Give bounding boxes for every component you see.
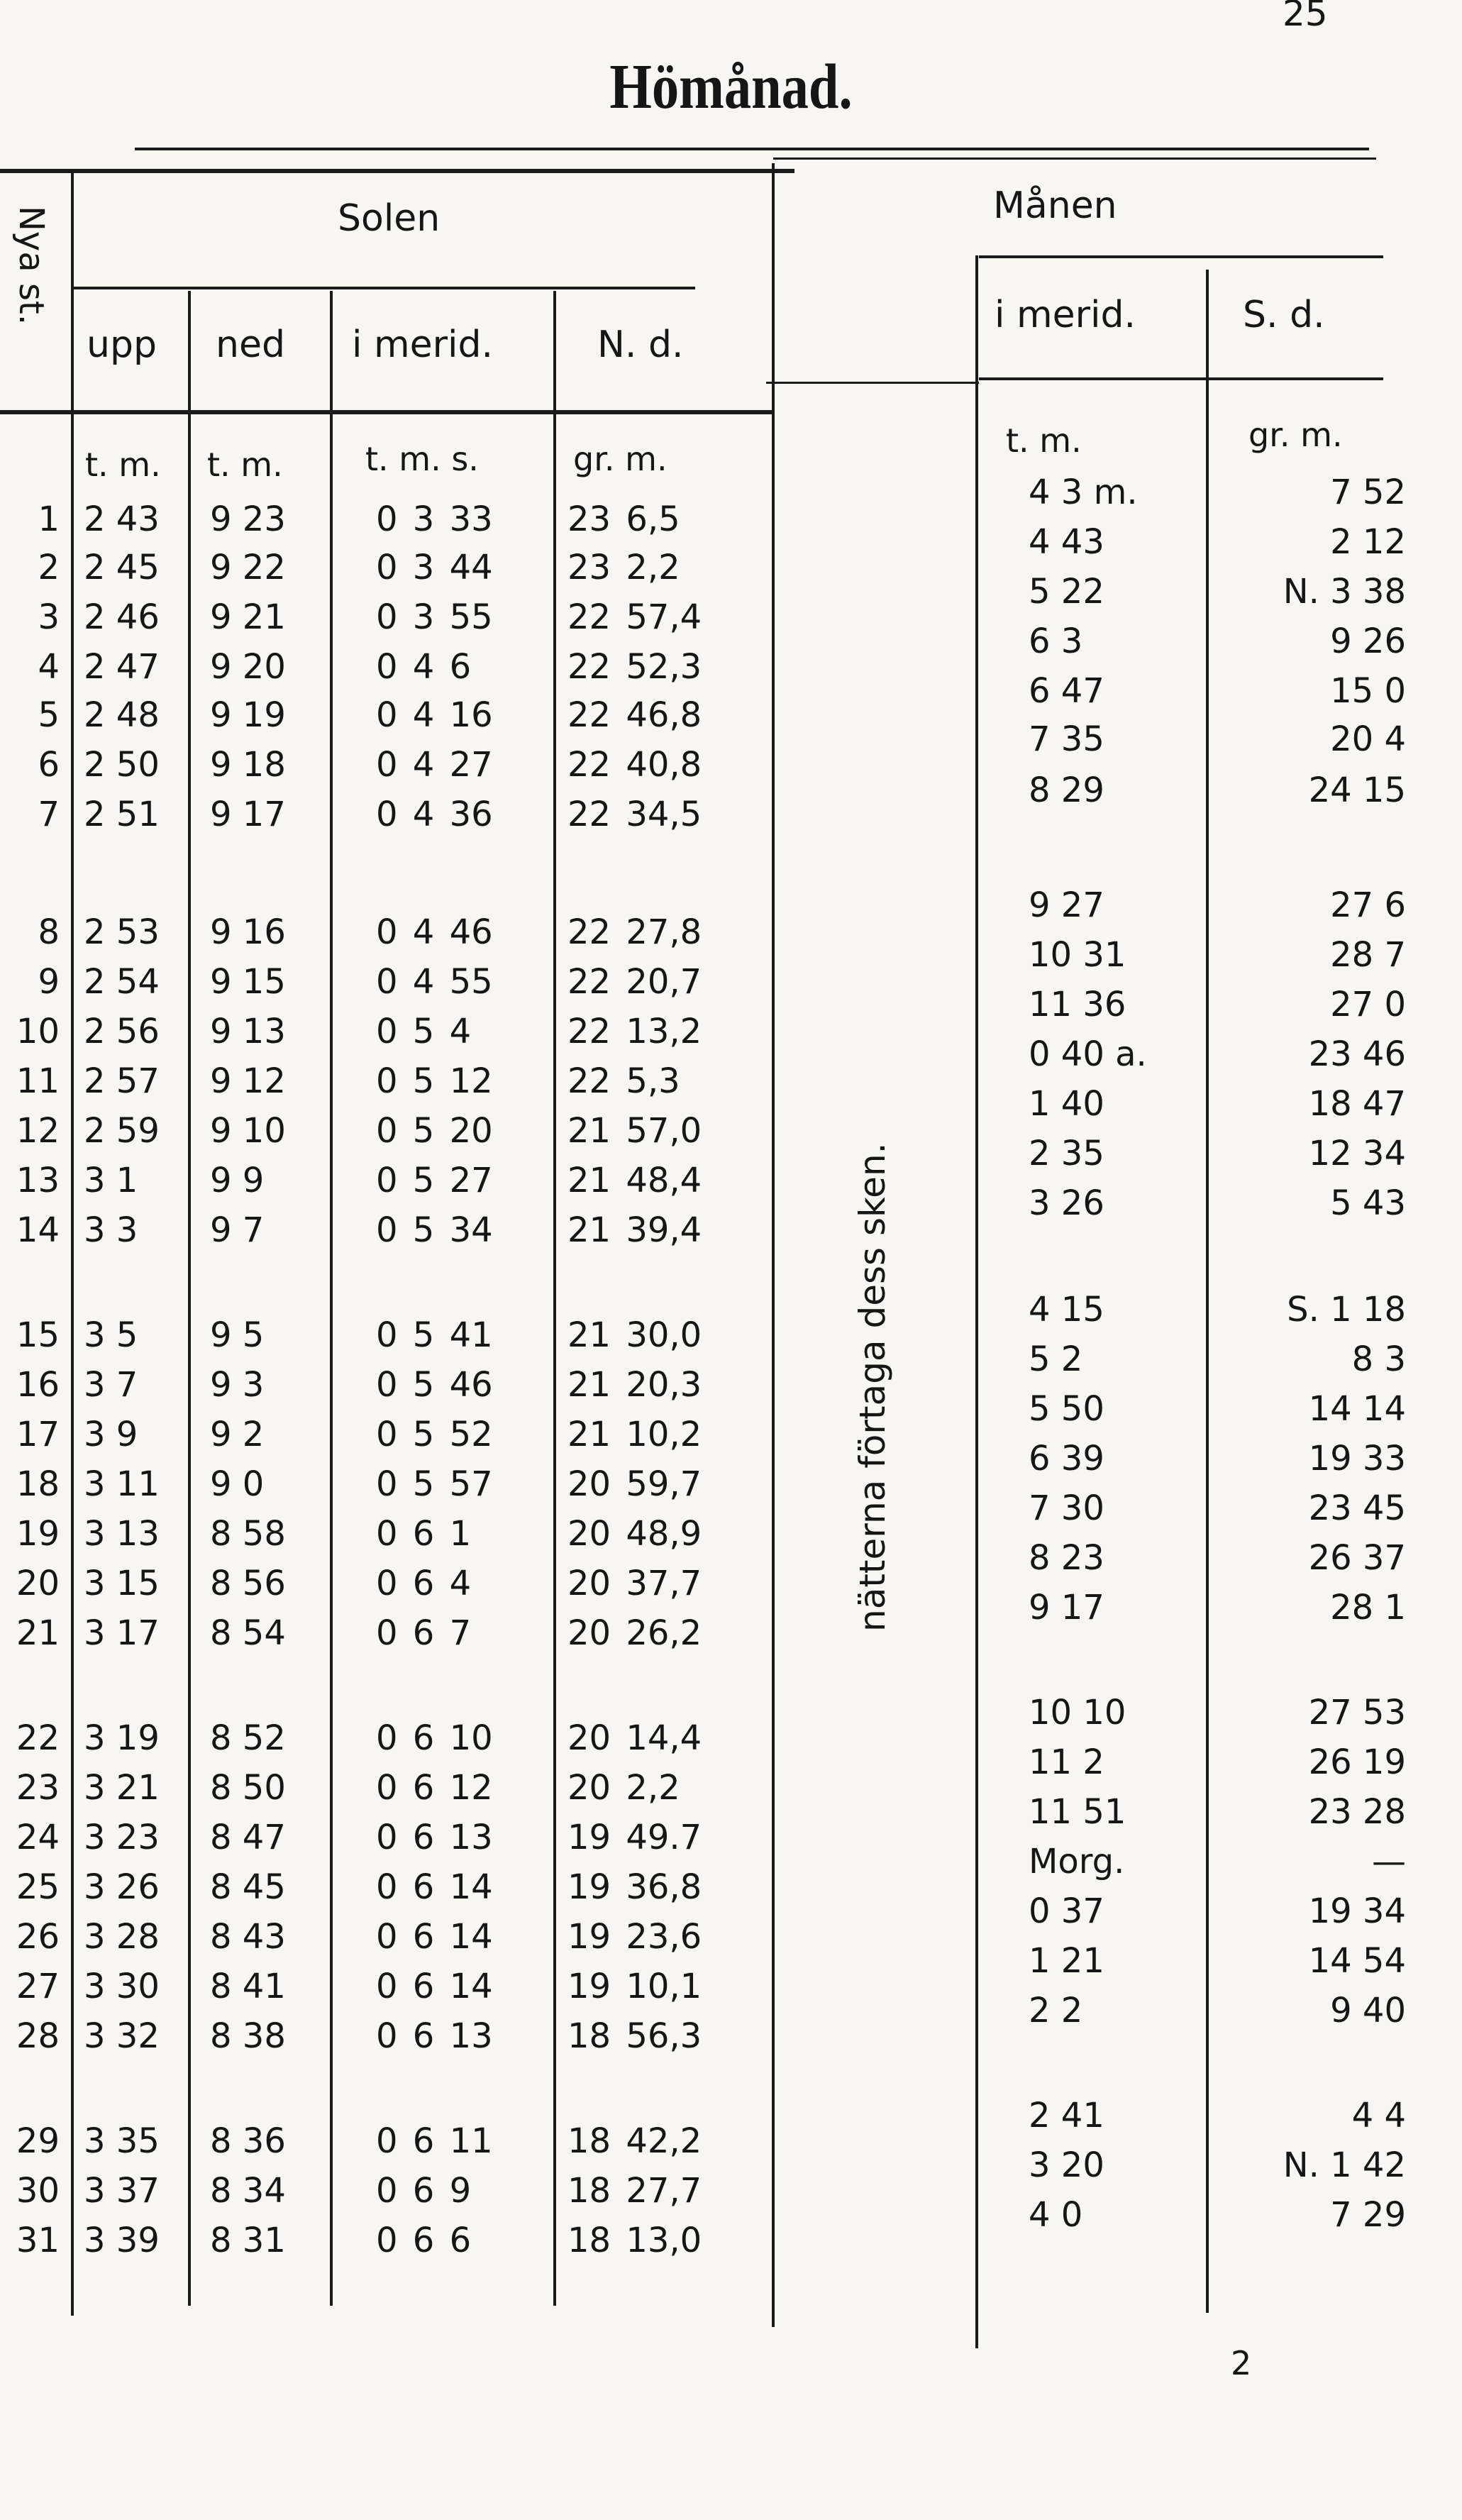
cell-d: 28 [16, 2016, 60, 2056]
cell-mm: 6 47 [1029, 671, 1104, 711]
cell-ned: 9 12 [210, 1061, 286, 1101]
cell-ned: 8 56 [210, 1564, 286, 1603]
cell-ned: 8 36 [210, 2121, 286, 2161]
cell-ned: 9 9 [210, 1161, 265, 1200]
cell-mm: 6 3 [1029, 621, 1083, 661]
ned-units: t. m. [207, 446, 283, 484]
cell-sd: 4 4 [1351, 2096, 1406, 2135]
cell-nd: 18 13,0 [567, 2221, 702, 2260]
cell-sm: 0 3 44 [376, 548, 493, 587]
cell-mm: 10 31 [1029, 935, 1126, 975]
manen-label: Månen [993, 184, 1117, 227]
cell-upp: 2 45 [84, 548, 160, 587]
cell-upp: 3 7 [84, 1365, 138, 1405]
cell-d: 27 [16, 1967, 60, 2006]
cell-mm: 4 15 [1029, 1290, 1104, 1330]
cell-sd: 23 46 [1308, 1034, 1406, 1074]
cell-sm: 0 6 6 [376, 2221, 472, 2260]
cell-nd: 20 37,7 [567, 1564, 702, 1603]
cell-upp: 3 39 [84, 2221, 160, 2260]
cell-d: 10 [16, 1012, 60, 1051]
cell-mm: 9 17 [1029, 1588, 1104, 1628]
cell-sm: 0 5 34 [376, 1210, 493, 1250]
cell-nd: 21 57,0 [567, 1111, 702, 1151]
cell-ned: 9 15 [210, 962, 286, 1002]
cell-sm: 0 5 41 [376, 1315, 493, 1355]
cell-sd: — [1372, 1842, 1406, 1881]
cell-sd: 27 0 [1330, 985, 1406, 1024]
cell-mm: 5 50 [1029, 1389, 1104, 1429]
cell-sd: N. 3 38 [1283, 572, 1406, 612]
cell-nd: 22 13,2 [567, 1012, 702, 1051]
cell-ned: 9 3 [210, 1365, 265, 1405]
cell-upp: 3 19 [84, 1718, 160, 1758]
cell-ned: 9 18 [210, 745, 286, 785]
cell-sd: 23 28 [1308, 1792, 1406, 1832]
cell-sd: 28 1 [1330, 1588, 1406, 1628]
cell-upp: 3 13 [84, 1514, 160, 1554]
cell-mm: 6 39 [1029, 1439, 1104, 1479]
cell-nd: 21 30,0 [567, 1315, 702, 1355]
cell-sm: 0 5 57 [376, 1464, 493, 1504]
cell-upp: 2 57 [84, 1061, 160, 1101]
cell-ned: 9 10 [210, 1111, 286, 1151]
cell-nd: 23 6,5 [567, 499, 680, 539]
cell-d: 26 [16, 1917, 60, 1957]
cell-nd: 19 23,6 [567, 1917, 702, 1957]
cell-ned: 8 54 [210, 1613, 286, 1653]
cell-upp: 3 5 [84, 1315, 138, 1355]
cell-ned: 8 34 [210, 2171, 286, 2211]
signature-mark: 2 [1231, 2344, 1252, 2382]
cell-sd: 7 29 [1330, 2195, 1406, 2235]
cell-ned: 9 7 [210, 1210, 265, 1250]
cell-d: 5 [38, 695, 60, 735]
upp-units: t. m. [85, 446, 161, 484]
cell-sm: 0 5 27 [376, 1161, 493, 1200]
cell-sm: 0 6 7 [376, 1613, 472, 1653]
cell-nd: 21 10,2 [567, 1415, 702, 1454]
cell-d: 11 [16, 1061, 60, 1101]
cell-sd: 8 3 [1351, 1339, 1406, 1379]
cell-sm: 0 3 33 [376, 499, 493, 539]
cell-d: 12 [16, 1111, 60, 1151]
cell-sd: 24 15 [1308, 770, 1406, 810]
cell-mm: 1 21 [1029, 1941, 1104, 1981]
cell-upp: 2 51 [84, 795, 160, 834]
gap-rule [766, 382, 979, 384]
cell-sm: 0 6 1 [376, 1514, 472, 1554]
cell-nd: 18 27,7 [567, 2171, 702, 2211]
cell-d: 1 [38, 499, 60, 539]
cell-ned: 8 31 [210, 2221, 286, 2260]
cell-mm: Morg. [1029, 1842, 1125, 1881]
cell-nd: 22 40,8 [567, 745, 702, 785]
cell-nd: 19 36,8 [567, 1867, 702, 1907]
cell-d: 25 [16, 1867, 60, 1907]
cell-sd: S. 1 18 [1287, 1290, 1406, 1330]
nd-label: N. d. [597, 324, 684, 366]
sd-label: S. d. [1243, 294, 1325, 336]
cell-nd: 23 2,2 [567, 548, 680, 587]
cell-mm: 4 43 [1029, 522, 1104, 562]
cell-sm: 0 4 46 [376, 912, 493, 952]
cell-mm: 0 40 a. [1029, 1034, 1147, 1074]
cell-sm: 0 6 14 [376, 1967, 493, 2006]
cell-sd: 23 45 [1308, 1488, 1406, 1528]
cell-d: 29 [16, 2121, 60, 2161]
cell-sd: 27 6 [1330, 885, 1406, 925]
cell-nd: 21 48,4 [567, 1161, 702, 1200]
cell-mm: 4 3 m. [1029, 472, 1138, 512]
cell-mm: 1 40 [1029, 1084, 1104, 1124]
cell-upp: 3 35 [84, 2121, 160, 2161]
cell-nd: 20 48,9 [567, 1514, 702, 1554]
cell-d: 20 [16, 1564, 60, 1603]
cell-sm: 0 5 12 [376, 1061, 493, 1101]
cell-d: 16 [16, 1365, 60, 1405]
cell-d: 18 [16, 1464, 60, 1504]
cell-sm: 0 6 12 [376, 1768, 493, 1808]
cell-upp: 3 26 [84, 1867, 160, 1907]
cell-upp: 2 54 [84, 962, 160, 1002]
cell-sd: 19 33 [1308, 1439, 1406, 1479]
cell-mm: 2 35 [1029, 1134, 1104, 1173]
cell-sm: 0 6 14 [376, 1867, 493, 1907]
cell-sd: 26 37 [1308, 1538, 1406, 1578]
solen-underline [71, 287, 695, 289]
side-note: nätterna förtaga dess sken. [852, 1142, 893, 1632]
cell-ned: 8 47 [210, 1818, 286, 1857]
cell-upp: 3 37 [84, 2171, 160, 2211]
cell-ned: 9 5 [210, 1315, 265, 1355]
cell-nd: 19 49.7 [567, 1818, 702, 1857]
cell-ned: 8 41 [210, 1967, 286, 2006]
cell-upp: 3 9 [84, 1415, 138, 1454]
sol-merid-units: t. m. s. [365, 440, 479, 478]
cell-upp: 3 11 [84, 1464, 160, 1504]
cell-upp: 2 43 [84, 499, 160, 539]
sol-merid-label: i merid. [352, 324, 493, 366]
cell-sm: 0 4 6 [376, 647, 472, 687]
top-rule [135, 148, 1369, 150]
cell-mm: 10 10 [1029, 1693, 1126, 1732]
cell-d: 4 [38, 647, 60, 687]
cell-sd: N. 1 42 [1283, 2145, 1406, 2185]
cell-sm: 0 4 36 [376, 795, 493, 834]
cell-sm: 0 6 4 [376, 1564, 472, 1603]
cell-upp: 3 23 [84, 1818, 160, 1857]
cell-mm: 2 41 [1029, 2096, 1104, 2135]
cell-mm: 0 37 [1029, 1891, 1104, 1931]
cell-nd: 22 46,8 [567, 695, 702, 735]
cell-sm: 0 6 9 [376, 2171, 472, 2211]
cell-upp: 3 3 [84, 1210, 138, 1250]
header-bottom-rule [0, 410, 773, 414]
cell-ned: 9 2 [210, 1415, 265, 1454]
cell-sm: 0 6 11 [376, 2121, 493, 2161]
cell-d: 6 [38, 745, 60, 785]
cell-d: 21 [16, 1613, 60, 1653]
cell-upp: 2 53 [84, 912, 160, 952]
sd-units: gr. m. [1248, 416, 1343, 454]
cell-d: 13 [16, 1161, 60, 1200]
cell-nd: 21 39,4 [567, 1210, 702, 1250]
cell-upp: 2 48 [84, 695, 160, 735]
cell-nd: 22 52,3 [567, 647, 702, 687]
cell-sd: 20 4 [1330, 719, 1406, 759]
cell-upp: 2 47 [84, 647, 160, 687]
cell-mm: 7 30 [1029, 1488, 1104, 1528]
cell-sm: 0 5 46 [376, 1365, 493, 1405]
cell-d: 8 [38, 912, 60, 952]
cell-nd: 22 27,8 [567, 912, 702, 952]
cell-sm: 0 3 55 [376, 597, 493, 637]
cell-nd: 18 42,2 [567, 2121, 702, 2161]
cell-ned: 8 43 [210, 1917, 286, 1957]
cell-ned: 9 13 [210, 1012, 286, 1051]
cell-sm: 0 5 52 [376, 1415, 493, 1454]
cell-sd: 14 14 [1308, 1389, 1406, 1429]
cell-upp: 3 28 [84, 1917, 160, 1957]
cell-ned: 9 21 [210, 597, 286, 637]
cell-d: 30 [16, 2171, 60, 2211]
cell-upp: 2 46 [84, 597, 160, 637]
cell-sd: 28 7 [1330, 935, 1406, 975]
cell-ned: 9 0 [210, 1464, 265, 1504]
solen-label: Solen [338, 197, 441, 240]
cell-ned: 9 19 [210, 695, 286, 735]
nd-units: gr. m. [573, 440, 668, 478]
cell-sd: 7 52 [1330, 472, 1406, 512]
cell-sd: 9 40 [1330, 1991, 1406, 2030]
cell-sm: 0 6 13 [376, 2016, 493, 2056]
cell-sm: 0 5 20 [376, 1111, 493, 1151]
cell-ned: 9 23 [210, 499, 286, 539]
cell-nd: 20 14,4 [567, 1718, 702, 1758]
top-rule-thick [0, 169, 794, 173]
manen-underline [979, 255, 1383, 258]
top-rule-right [773, 158, 1376, 160]
cell-ned: 9 16 [210, 912, 286, 952]
cell-mm: 7 35 [1029, 719, 1104, 759]
cell-mm: 11 36 [1029, 985, 1126, 1024]
cell-d: 7 [38, 795, 60, 834]
cell-mm: 11 2 [1029, 1742, 1104, 1782]
cell-d: 17 [16, 1415, 60, 1454]
ned-label: ned [216, 324, 285, 366]
man-merid-label: i merid. [995, 294, 1136, 336]
page-number: 25 [1283, 0, 1328, 34]
cell-sm: 0 6 13 [376, 1818, 493, 1857]
cell-nd: 22 5,3 [567, 1061, 680, 1101]
cell-nd: 22 20,7 [567, 962, 702, 1002]
cell-upp: 3 30 [84, 1967, 160, 2006]
cell-ned: 9 17 [210, 795, 286, 834]
cell-upp: 3 21 [84, 1768, 160, 1808]
cell-sd: 18 47 [1308, 1084, 1406, 1124]
cell-ned: 8 45 [210, 1867, 286, 1907]
cell-sm: 0 6 14 [376, 1917, 493, 1957]
cell-sm: 0 6 10 [376, 1718, 493, 1758]
upp-label: upp [87, 324, 157, 366]
cell-nd: 21 20,3 [567, 1365, 702, 1405]
cell-sd: 12 34 [1308, 1134, 1406, 1173]
cell-d: 9 [38, 962, 60, 1002]
cell-d: 31 [16, 2221, 60, 2260]
nya-st-label: Nya st. [11, 206, 51, 326]
cell-nd: 20 26,2 [567, 1613, 702, 1653]
cell-ned: 9 22 [210, 548, 286, 587]
cell-ned: 8 58 [210, 1514, 286, 1554]
cell-mm: 3 20 [1029, 2145, 1104, 2185]
cell-mm: 8 29 [1029, 770, 1104, 810]
cell-ned: 9 20 [210, 647, 286, 687]
page-title: Hömånad. [609, 52, 853, 122]
cell-mm: 5 22 [1029, 572, 1104, 612]
cell-d: 23 [16, 1768, 60, 1808]
cell-sd: 14 54 [1308, 1941, 1406, 1981]
cell-mm: 8 23 [1029, 1538, 1104, 1578]
cell-mm: 5 2 [1029, 1339, 1083, 1379]
cell-mm: 11 51 [1029, 1792, 1126, 1832]
cell-upp: 3 15 [84, 1564, 160, 1603]
cell-upp: 2 56 [84, 1012, 160, 1051]
cell-sd: 15 0 [1330, 671, 1406, 711]
cell-upp: 3 17 [84, 1613, 160, 1653]
cell-sd: 2 12 [1330, 522, 1406, 562]
cell-sm: 0 4 16 [376, 695, 493, 735]
cell-sm: 0 4 55 [376, 962, 493, 1002]
cell-upp: 3 1 [84, 1161, 138, 1200]
cell-sm: 0 4 27 [376, 745, 493, 785]
cell-sd: 26 19 [1308, 1742, 1406, 1782]
cell-mm: 4 0 [1029, 2195, 1083, 2235]
cell-ned: 8 50 [210, 1768, 286, 1808]
cell-d: 2 [38, 548, 60, 587]
cell-nd: 18 56,3 [567, 2016, 702, 2056]
cell-upp: 2 59 [84, 1111, 160, 1151]
cell-d: 3 [38, 597, 60, 637]
cell-d: 22 [16, 1718, 60, 1758]
cell-ned: 8 38 [210, 2016, 286, 2056]
cell-nd: 22 57,4 [567, 597, 702, 637]
cell-sm: 0 5 4 [376, 1012, 472, 1051]
cell-d: 15 [16, 1315, 60, 1355]
cell-upp: 2 50 [84, 745, 160, 785]
cell-nd: 20 59,7 [567, 1464, 702, 1504]
cell-ned: 8 52 [210, 1718, 286, 1758]
cell-upp: 3 32 [84, 2016, 160, 2056]
cell-d: 24 [16, 1818, 60, 1857]
cell-nd: 19 10,1 [567, 1967, 702, 2006]
cell-nd: 22 34,5 [567, 795, 702, 834]
cell-mm: 3 26 [1029, 1183, 1104, 1223]
cell-sd: 9 26 [1330, 621, 1406, 661]
man-merid-units: t. m. [1006, 421, 1082, 460]
manen-header-rule [979, 377, 1383, 380]
cell-nd: 20 2,2 [567, 1768, 680, 1808]
cell-mm: 9 27 [1029, 885, 1104, 925]
cell-d: 14 [16, 1210, 60, 1250]
cell-sd: 5 43 [1330, 1183, 1406, 1223]
cell-sd: 27 53 [1308, 1693, 1406, 1732]
cell-sd: 19 34 [1308, 1891, 1406, 1931]
cell-mm: 2 2 [1029, 1991, 1083, 2030]
cell-d: 19 [16, 1514, 60, 1554]
